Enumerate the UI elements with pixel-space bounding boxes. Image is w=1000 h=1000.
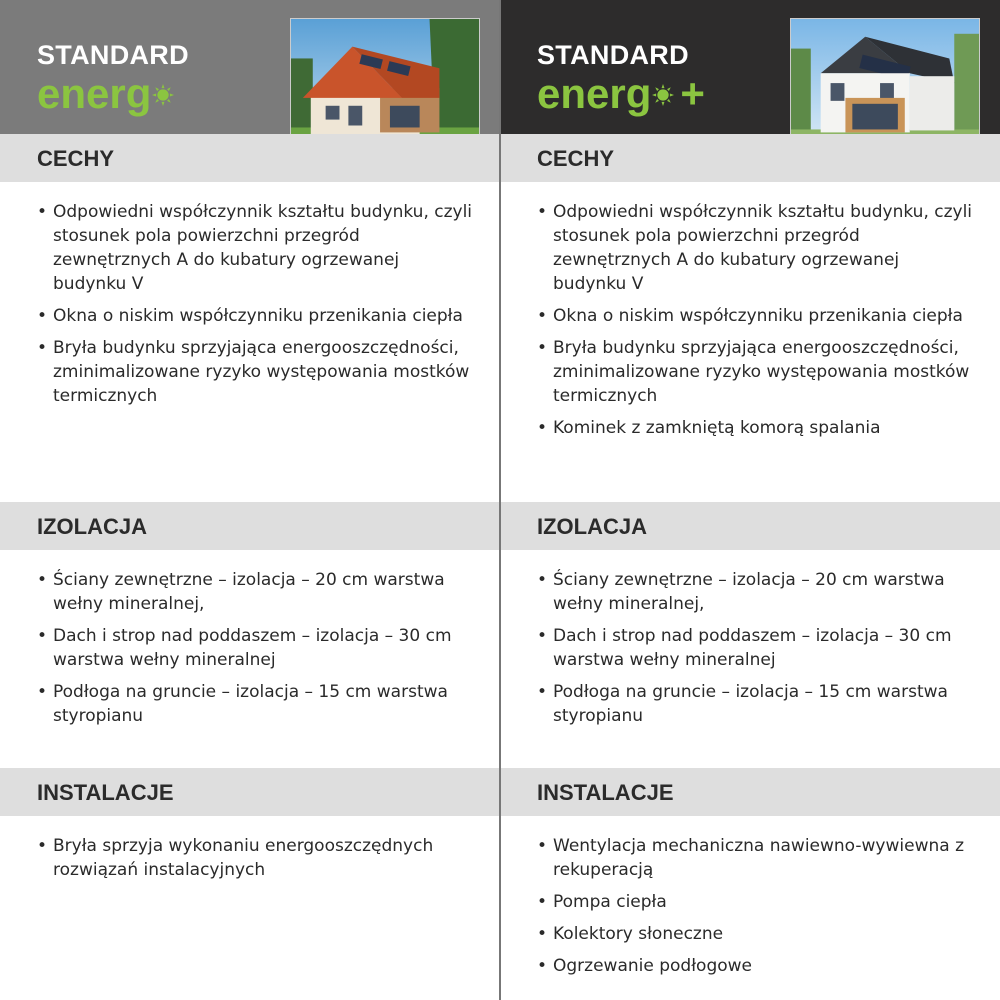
right-brand-word: energ bbox=[537, 70, 652, 117]
right-brand-logo bbox=[537, 40, 705, 116]
list-item: • Dach i strop nad poddaszem – izolacja – 30 cm warstwa wełny mineralnej bbox=[37, 624, 477, 672]
list-item: • Kominek z zamkniętą komorą spalania bbox=[537, 416, 977, 440]
list-item: • Bryła budynku sprzyjająca energooszczędności, zminimalizowane ryzyko występowania mostków termicznych bbox=[537, 336, 977, 408]
left-brand-word: energ bbox=[37, 70, 152, 117]
list-item: • Bryła sprzyja wykonaniu energooszczędnych rozwiązań instalacyjnych bbox=[37, 834, 477, 882]
list-item: • Okna o niskim współczynniku przenikania ciepła bbox=[537, 304, 977, 328]
list-item: • Podłoga na gruncie – izolacja – 15 cm warstwa styropianu bbox=[537, 680, 977, 728]
right-brand-bottom bbox=[537, 72, 705, 116]
left-list-cechy bbox=[37, 200, 477, 416]
left-brand-logo bbox=[37, 40, 189, 116]
right-column bbox=[500, 0, 1000, 1000]
right-list-izolacja bbox=[537, 568, 977, 736]
right-brand-top: STANDARD bbox=[537, 40, 689, 70]
left-section-title-izolacja: IZOLACJA bbox=[37, 514, 147, 539]
left-brand-top: STANDARD bbox=[37, 40, 189, 70]
list-item: • Ściany zewnętrzne – izolacja – 20 cm warstwa wełny mineralnej, bbox=[537, 568, 977, 616]
right-section-bar-instalacje bbox=[500, 768, 1000, 816]
left-section-bar-izolacja bbox=[0, 502, 500, 550]
column-divider bbox=[499, 0, 501, 1000]
left-list-izolacja bbox=[37, 568, 477, 736]
right-section-title-izolacja: IZOLACJA bbox=[537, 514, 647, 539]
right-section-title-cechy: CECHY bbox=[537, 146, 615, 171]
right-section-bar-izolacja bbox=[500, 502, 1000, 550]
right-list-cechy bbox=[537, 200, 977, 448]
list-item: • Kolektory słoneczne bbox=[537, 922, 977, 946]
left-section-bar-instalacje bbox=[0, 768, 500, 816]
right-list-instalacje bbox=[537, 834, 977, 986]
list-item: • Okna o niskim współczynniku przenikania ciepła bbox=[37, 304, 477, 328]
list-item: • Ściany zewnętrzne – izolacja – 20 cm warstwa wełny mineralnej, bbox=[37, 568, 477, 616]
sun-icon bbox=[152, 84, 174, 106]
right-section-bar-cechy bbox=[500, 134, 1000, 182]
sun-icon bbox=[652, 84, 674, 106]
list-item: • Pompa ciepła bbox=[537, 890, 977, 914]
left-section-title-cechy: CECHY bbox=[37, 146, 115, 171]
list-item: • Wentylacja mechaniczna nawiewno-wywiewna z rekuperacją bbox=[537, 834, 977, 882]
right-section-title-instalacje: INSTALACJE bbox=[537, 780, 674, 805]
left-brand-bottom bbox=[37, 72, 189, 116]
left-section-bar-cechy bbox=[0, 134, 500, 182]
list-item: • Ogrzewanie podłogowe bbox=[537, 954, 977, 978]
list-item: • Odpowiedni współczynnik kształtu budynku, czyli stosunek pola powierzchni przegród zewnętrznych A do kubatury ogrzewanej budynku V bbox=[537, 200, 977, 296]
list-item: • Odpowiedni współczynnik kształtu budynku, czyli stosunek pola powierzchni przegród zewnętrznych A do kubatury ogrzewanej budynku V bbox=[37, 200, 477, 296]
left-section-title-instalacje: INSTALACJE bbox=[37, 780, 174, 805]
list-item: • Podłoga na gruncie – izolacja – 15 cm warstwa styropianu bbox=[37, 680, 477, 728]
list-item: • Bryła budynku sprzyjająca energooszczędności, zminimalizowane ryzyko występowania mostków termicznych bbox=[37, 336, 477, 408]
right-brand-plus: + bbox=[680, 70, 705, 117]
list-item: • Dach i strop nad poddaszem – izolacja – 30 cm warstwa wełny mineralnej bbox=[537, 624, 977, 672]
left-list-instalacje bbox=[37, 834, 477, 890]
